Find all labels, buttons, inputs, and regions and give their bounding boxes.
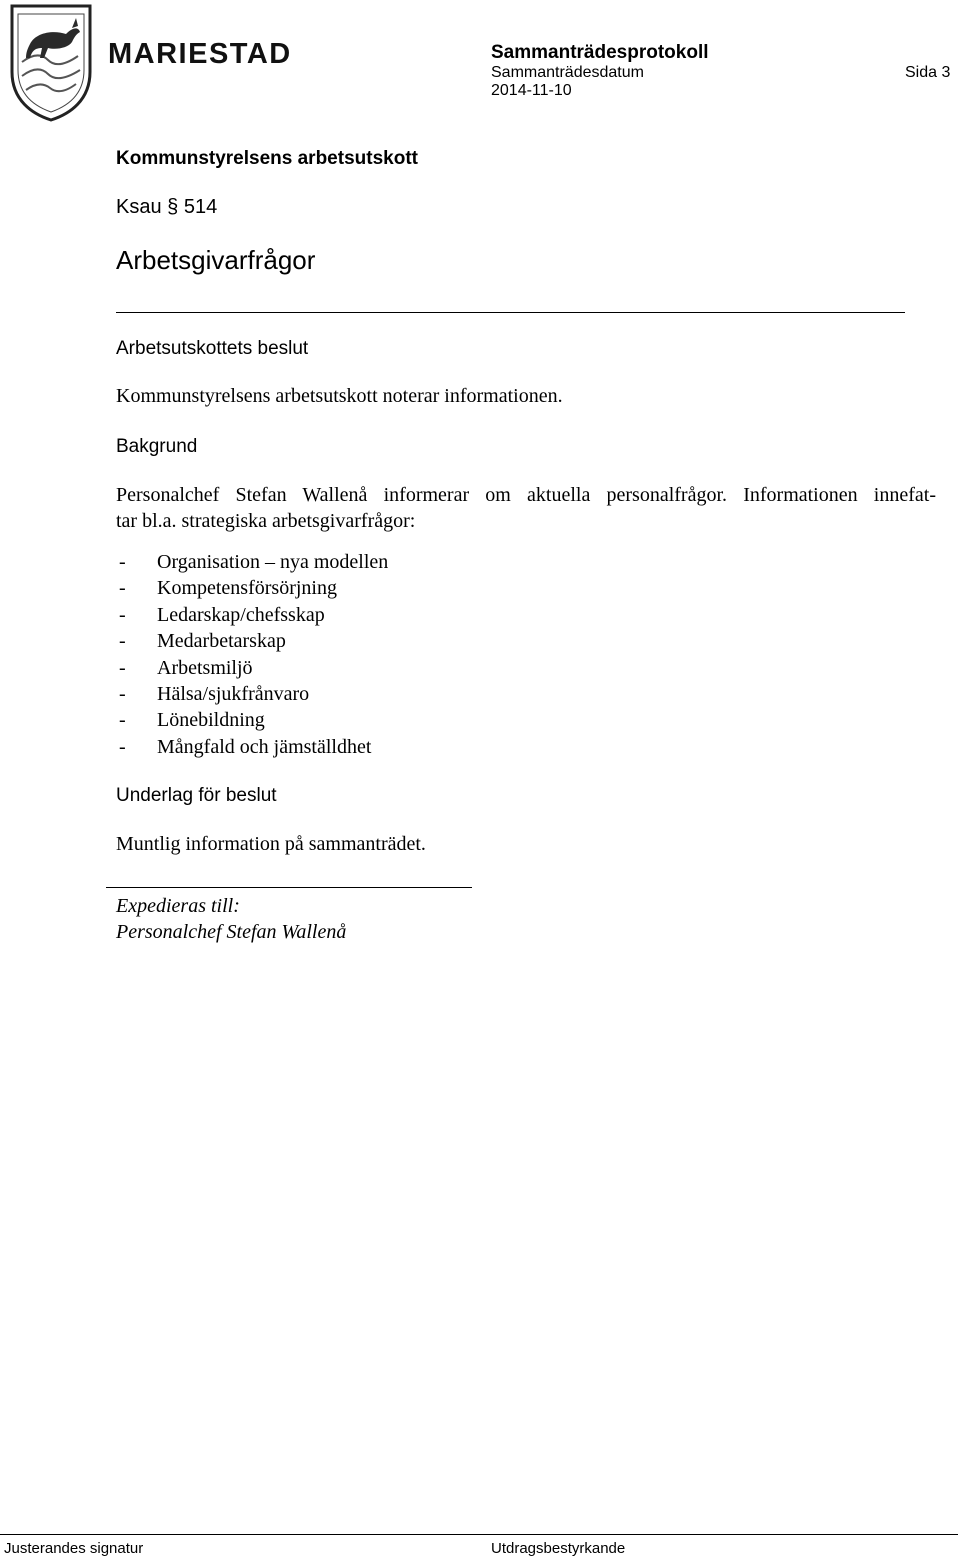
list-item [119, 602, 388, 628]
list-item [119, 655, 388, 681]
brand-wordmark: MARIESTAD [108, 38, 292, 70]
meeting-date-value: 2014-11-10 [491, 82, 572, 99]
decision-heading: Arbetsutskottets beslut [116, 338, 309, 359]
list-item-text: Arbetsmiljö [157, 656, 253, 679]
meeting-date-label: Sammanträdesdatum [491, 64, 644, 81]
background-text [116, 482, 936, 534]
list-bullet: - [119, 735, 126, 758]
background-text-line-1: Personalchef Stefan Wallenå informerar om aktuella personalfrågor. Informationen innefat- [116, 484, 936, 506]
list-item-text: Kompetensförsörjning [157, 577, 337, 600]
list-item-text: Lönebildning [157, 709, 265, 732]
list-item-text: Mångfald och jämställdhet [157, 735, 372, 758]
title-divider [116, 312, 905, 313]
list-bullet: - [119, 551, 126, 573]
page-number: Sida 3 [905, 64, 951, 81]
list-bullet: - [119, 709, 126, 732]
list-item [119, 628, 388, 654]
basis-heading: Underlag för beslut [116, 785, 277, 806]
list-item [119, 549, 388, 575]
item-title: Arbetsgivarfrågor [116, 245, 316, 275]
list-bullet: - [119, 656, 126, 679]
background-heading: Bakgrund [116, 436, 198, 457]
list-item [119, 575, 388, 601]
adjuster-signature-label: Justerandes signatur [4, 1540, 144, 1557]
basis-text: Muntlig information på sammanträdet. [116, 833, 426, 855]
list-bullet: - [119, 682, 126, 705]
list-item-text: Hälsa/sjukfrånvaro [157, 682, 310, 705]
background-text-line-2: tar bl.a. strategiska arbetsgivarfrågor: [116, 510, 416, 532]
list-bullet: - [119, 603, 126, 626]
committee-name: Kommunstyrelsens arbetsutskott [116, 148, 418, 169]
extract-certification-label: Utdragsbestyrkande [491, 1540, 626, 1557]
dispatch-label: Expedieras till: [116, 895, 240, 917]
topics-list [119, 549, 388, 760]
list-item [119, 681, 388, 707]
section-reference: Ksau § 514 [116, 196, 218, 218]
footer-divider [0, 1534, 958, 1535]
list-item-text: Organisation – nya modellen [157, 551, 389, 573]
mariestad-crest-logo [8, 2, 94, 122]
list-item-text: Ledarskap/chefsskap [157, 603, 325, 626]
decision-text: Kommunstyrelsens arbetsutskott noterar informationen. [116, 385, 563, 407]
dispatch-divider [106, 887, 472, 888]
document-type-title: Sammanträdesprotokoll [491, 42, 709, 63]
list-item-text: Medarbetarskap [157, 630, 286, 653]
dispatch-recipient: Personalchef Stefan Wallenå [116, 921, 347, 943]
list-item [119, 734, 388, 760]
list-item [119, 707, 388, 733]
list-bullet: - [119, 630, 126, 653]
list-bullet: - [119, 577, 126, 600]
